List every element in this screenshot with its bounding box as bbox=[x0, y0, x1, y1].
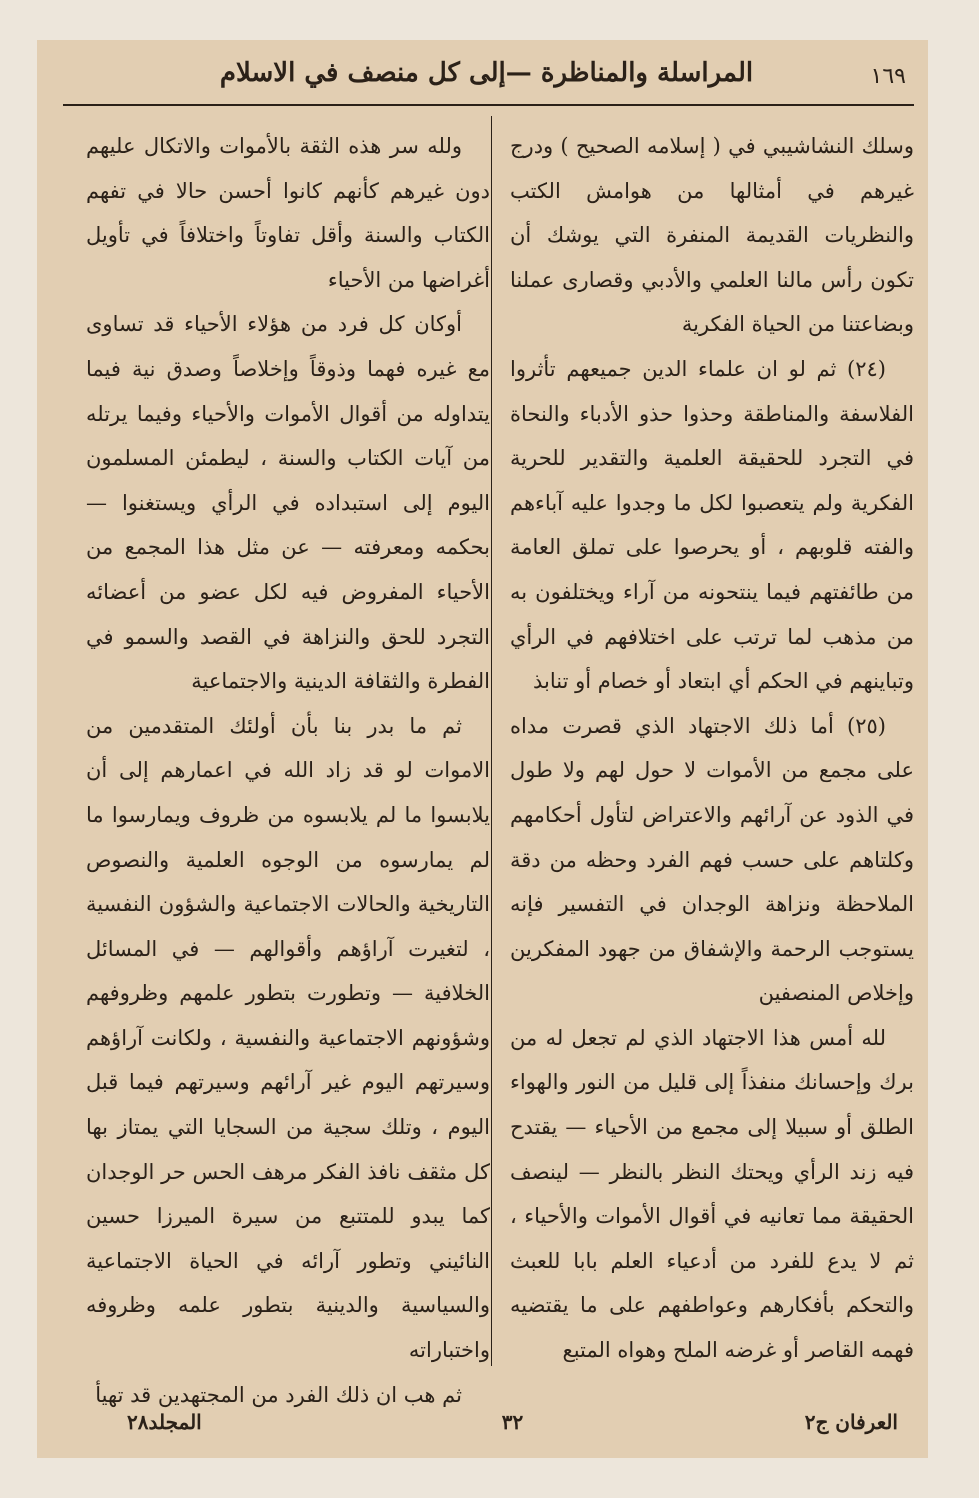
paragraph: وسلك النشاشيبي في ( إسلامه الصحيح ) ودرج غيرهم في أمثالها من هوامش الكتب والنظريات القديمة المنفرة التي يوشك أن تكون رأس مالنا العلمي والأدبي وقصارى عملنا وبضاعتنا من الحياة الفكرية bbox=[510, 134, 914, 337]
paragraph: ثم ما بدر بنا بأن أولئك المتقدمين من الاموات لو قد زاد الله في اعمارهم إلى أن يلابسوا ما لم يلابسوه من ظروف ويمارسوا ما لم يمارسوه من الوجوه العلمية والنصوص التاريخية والحالات الاجتماعية والشؤون النفسية ، لتغيرت آراؤهم وأقوالهم — في المسائل الخلافية — وتطورت بتطور علمهم وظروفهم وشؤونهم الاجتماعية والنفسية ، ولكانت آراؤهم وسيرتهم اليوم غير آرائهم وسيرتهم فيما قبل اليوم ، وتلك سجية من السجايا التي يمتاز بها كل مثقف نافذ الفكر مرهف الحس حر الوجدان كما يبدو للمتتبع من سيرة الميرزا حسين النائيني وتطور آرائه في الحياة الاجتماعية والسياسية والدينية بتطور علمه وظروفه واختباراته bbox=[86, 713, 490, 1363]
right-text-column bbox=[510, 124, 914, 1373]
header-title: المراسلة والمناظرة —إلى كل منصف في الاسلام bbox=[219, 58, 754, 88]
page-number: ١٦٩ bbox=[870, 64, 906, 89]
journal-page bbox=[37, 40, 928, 1458]
page-footer bbox=[127, 1410, 898, 1440]
paragraph: (٢٥) أما ذلك الاجتهاد الذي قصرت مداه على مجمع من الأموات لا حول لهم ولا طول في الذود عن آرائهم والاعتراض لتأول أحكامهم وكلتاهم على حسب فهم الفرد وحظه من دقة الملاحظة ونزاهة الوجدان في التفسير فإنه يستوجب الرحمة والإشفاق من جهود المفكرين وإخلاص المنصفين bbox=[510, 713, 914, 1006]
paragraph: ثم هب ان ذلك الفرد من المجتهدين قد تهيأ bbox=[95, 1382, 462, 1407]
paragraph: ولله سر هذه الثقة بالأموات والاتكال عليهم دون غيرهم كأنهم كانوا أحسن حالا في تفهم الكتاب والسنة وأقل تفاوتاً واختلافاً في تأويل أغراضها من الأحياء bbox=[86, 134, 490, 292]
footer-journal: العرفان ج٢ bbox=[804, 1410, 898, 1434]
column-divider bbox=[491, 116, 492, 1366]
paragraph: أوكان كل فرد من هؤلاء الأحياء قد تساوى مع غيره فهما وذوقاً وإخلاصاً وصدق نية فيما يتداوله من أقوال الأموات والأحياء وفيما يرتله من آيات الكتاب والسنة ، ليطمئن المسلمون اليوم إلى استبداده في الرأي ويستغنوا — بحكمه ومعرفته — عن مثل هذا المجمع من الأحياء المفروض فيه لكل عضو من أعضائه التجرد للحق والنزاهة في القصد والسمو في الفطرة والثقافة الدينية والاجتماعية bbox=[86, 312, 491, 694]
footer-volume: المجلد٢٨ bbox=[127, 1410, 202, 1434]
paragraph: لله أمس هذا الاجتهاد الذي لم تجعل له من برك وإحسانك منفذاً إلى قليل من النور والهواء الطلق أو سبيلا إلى مجمع من الأحياء — يقتدح فيه زند الرأي ويحتك النظر بالنظر — لينصف الحقيقة مما تعانيه في أقوال الأموات والأحياء ، ثم لا يدع للفرد من أدعياء العلم بابا للعبث والتحكم بأفكارهم وعواطفهم على ما يقتضيه فهمه القاصر أو غرضه الملح وهواه المتبع bbox=[510, 1025, 914, 1363]
header-rule bbox=[63, 104, 914, 106]
paragraph: (٢٤) ثم لو ان علماء الدين جميعهم تأثروا الفلاسفة والمناطقة وحذوا حذو الأدباء والنحاة في التجرد للحقيقة العلمية والتقدير للحرية الفكرية ولم يتعصبوا لكل ما وجدوا عليه آباءهم والفته قلوبهم ، أو يحرصوا على تملق العامة من طائفتهم فيما ينتحونه من آراء ويختلفون به من مذهب لما ترتب على اختلافهم في الرأي وتباينهم في الحكم أي ابتعاد أو خصام أو تنابذ bbox=[510, 356, 914, 694]
running-header bbox=[67, 58, 906, 98]
footer-page-number: ٣٢ bbox=[501, 1410, 524, 1434]
left-text-column bbox=[86, 124, 490, 1417]
